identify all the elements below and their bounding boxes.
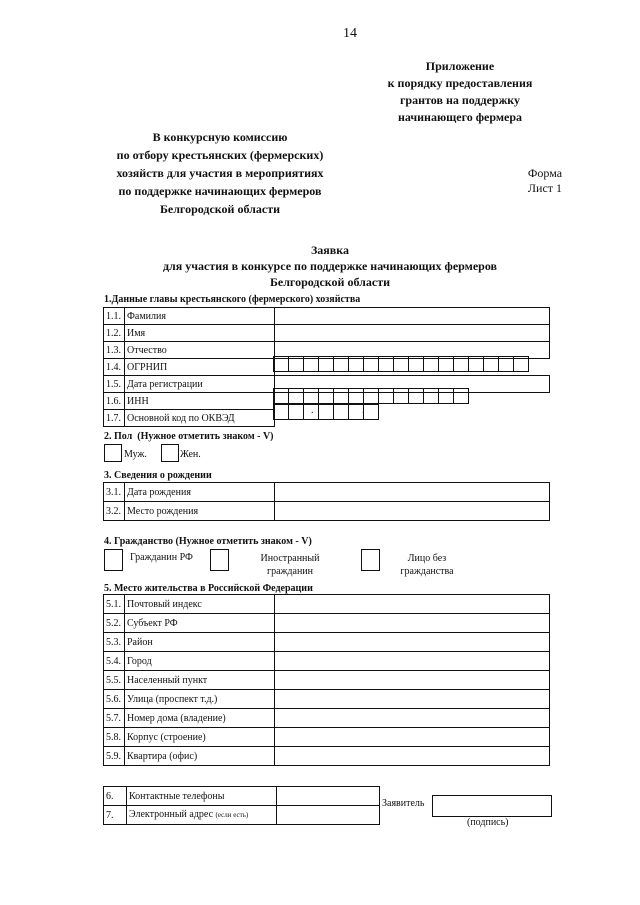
- form-label: [515, 166, 575, 196]
- okved-separator: .: [362, 405, 365, 416]
- addressee-line: Белгородской области: [159, 202, 281, 216]
- row-num: 3.2.: [104, 502, 125, 521]
- page-number: 14: [343, 26, 357, 41]
- section4-heading: 4. Гражданство (Нужное отметить знаком - V): [104, 536, 312, 547]
- phones-field[interactable]: [277, 787, 380, 806]
- table-row: [104, 747, 550, 766]
- table-row: [104, 728, 550, 747]
- row-label: Субъект РФ: [125, 614, 275, 633]
- signature-caption: (подпись): [467, 817, 509, 828]
- apartment-field[interactable]: [275, 747, 550, 766]
- appendix-line: к порядку предоставления: [387, 76, 533, 90]
- stateless-label: [382, 552, 472, 578]
- row-label: Фамилия: [125, 308, 275, 325]
- row-label: Район: [125, 633, 275, 652]
- row-num: 1.3.: [104, 342, 125, 359]
- house-number-field[interactable]: [275, 709, 550, 728]
- table-row: [104, 787, 380, 806]
- addressee-line: по поддержке начинающих фермеров: [118, 184, 322, 198]
- stateless-line: Лицо без: [407, 553, 447, 564]
- row-num: 5.7.: [104, 709, 125, 728]
- addressee-line: В конкурсную комиссию: [152, 130, 288, 144]
- row-label: Населенный пункт: [125, 671, 275, 690]
- email-field[interactable]: [277, 806, 380, 825]
- section5-heading: 5. Место жительства в Российской Федерации: [104, 583, 313, 594]
- row-num: 5.3.: [104, 633, 125, 652]
- row-num: 1.4.: [104, 359, 125, 376]
- row-num: 5.8.: [104, 728, 125, 747]
- section5-table: [103, 594, 550, 766]
- row-num: 1.5.: [104, 376, 125, 393]
- document-title: [120, 242, 540, 290]
- applicant-label: Заявитель: [382, 798, 425, 809]
- table-row: [104, 308, 550, 325]
- row-label: [127, 806, 277, 825]
- row-num: 6.: [104, 787, 127, 806]
- title-line: Заявка: [310, 243, 350, 257]
- row-num: 1.1.: [104, 308, 125, 325]
- foreign-citizen-checkbox[interactable]: [210, 549, 229, 571]
- row-label: Почтовый индекс: [125, 595, 275, 614]
- table-row: [104, 806, 380, 825]
- row-label: Город: [125, 652, 275, 671]
- inn-digits[interactable]: [274, 388, 469, 404]
- row-num: 1.6.: [104, 393, 125, 410]
- row-label: Имя: [125, 325, 275, 342]
- table-row: [104, 671, 550, 690]
- female-label: Жен.: [180, 449, 201, 460]
- row-num: 5.6.: [104, 690, 125, 709]
- appendix-line: грантов на поддержку: [399, 93, 521, 107]
- male-label: Муж.: [124, 449, 147, 460]
- stateless-checkbox[interactable]: [361, 549, 380, 571]
- addressee-line: хозяйств для участия в мероприятиях: [116, 166, 324, 180]
- table-row: [104, 709, 550, 728]
- foreign-citizen-line: Иностранный: [260, 553, 320, 564]
- row-num: 3.1.: [104, 483, 125, 502]
- birth-place-field[interactable]: [275, 502, 550, 521]
- title-line: для участия в конкурсе по поддержке начинающих фермеров: [162, 259, 498, 273]
- citizen-rf-label: Гражданин РФ: [130, 552, 193, 563]
- appendix-block: [360, 58, 560, 126]
- row-label: Квартира (офис): [125, 747, 275, 766]
- row-label: ОГРНИП: [125, 359, 275, 376]
- row-num: 5.2.: [104, 614, 125, 633]
- section2-hint: (Нужное отметить знаком - V): [137, 431, 274, 442]
- section3-table: [103, 482, 550, 521]
- appendix-line: Приложение: [425, 59, 495, 73]
- title-line: Белгородской области: [269, 275, 391, 289]
- signature-field[interactable]: [432, 795, 552, 817]
- male-checkbox[interactable]: [104, 444, 122, 462]
- section1-heading: 1.Данные главы крестьянского (фермерского) хозяйства: [104, 294, 361, 305]
- city-field[interactable]: [275, 652, 550, 671]
- form-label-line: Форма: [527, 166, 563, 180]
- row-label: Основной код по ОКВЭД: [125, 410, 275, 427]
- birth-date-field[interactable]: [275, 483, 550, 502]
- email-label: Электронный адрес: [129, 809, 214, 820]
- table-row: [104, 652, 550, 671]
- row-label: Улица (проспект т.д.): [125, 690, 275, 709]
- row-label: Номер дома (владение): [125, 709, 275, 728]
- addressee-block: [80, 128, 360, 218]
- row-num: 1.2.: [104, 325, 125, 342]
- region-field[interactable]: [275, 614, 550, 633]
- row-label: Место рождения: [125, 502, 275, 521]
- row-num: 5.9.: [104, 747, 125, 766]
- row-label: Отчество: [125, 342, 275, 359]
- surname-field[interactable]: [275, 308, 550, 325]
- addressee-line: по отбору крестьянских (фермерских): [116, 148, 324, 162]
- female-checkbox[interactable]: [161, 444, 179, 462]
- postal-code-field[interactable]: [275, 595, 550, 614]
- okved-separator: .: [311, 405, 314, 416]
- row-num: 5.1.: [104, 595, 125, 614]
- section2-heading: 2. Пол: [104, 431, 133, 442]
- contacts-table: [103, 786, 380, 825]
- row-num: 7.: [104, 806, 127, 825]
- table-row: [104, 325, 550, 342]
- table-row: [104, 502, 550, 521]
- row-label: Контактные телефоны: [127, 787, 277, 806]
- form-label-line: Лист 1: [527, 181, 563, 195]
- row-num: 1.7.: [104, 410, 125, 427]
- table-row: [104, 690, 550, 709]
- ogrnip-digits[interactable]: [274, 356, 529, 372]
- table-row: [104, 595, 550, 614]
- table-row: [104, 483, 550, 502]
- district-field[interactable]: [275, 633, 550, 652]
- foreign-citizen-line: гражданин: [266, 566, 314, 577]
- appendix-line: начинающего фермера: [397, 110, 523, 124]
- section2-heading-row: [104, 431, 274, 442]
- email-note: (если есть): [215, 811, 249, 819]
- citizen-rf-checkbox[interactable]: [104, 549, 123, 571]
- table-row: [104, 633, 550, 652]
- row-label: Дата регистрации: [125, 376, 275, 393]
- row-label: Дата рождения: [125, 483, 275, 502]
- row-label: Корпус (строение): [125, 728, 275, 747]
- row-num: 5.4.: [104, 652, 125, 671]
- row-num: 5.5.: [104, 671, 125, 690]
- settlement-field[interactable]: [275, 671, 550, 690]
- building-field[interactable]: [275, 728, 550, 747]
- foreign-citizen-label: [245, 552, 335, 578]
- section3-heading: 3. Сведения о рождении: [104, 470, 212, 481]
- row-label: ИНН: [125, 393, 275, 410]
- street-field[interactable]: [275, 690, 550, 709]
- stateless-line: гражданства: [400, 566, 454, 577]
- name-field[interactable]: [275, 325, 550, 342]
- table-row: [104, 614, 550, 633]
